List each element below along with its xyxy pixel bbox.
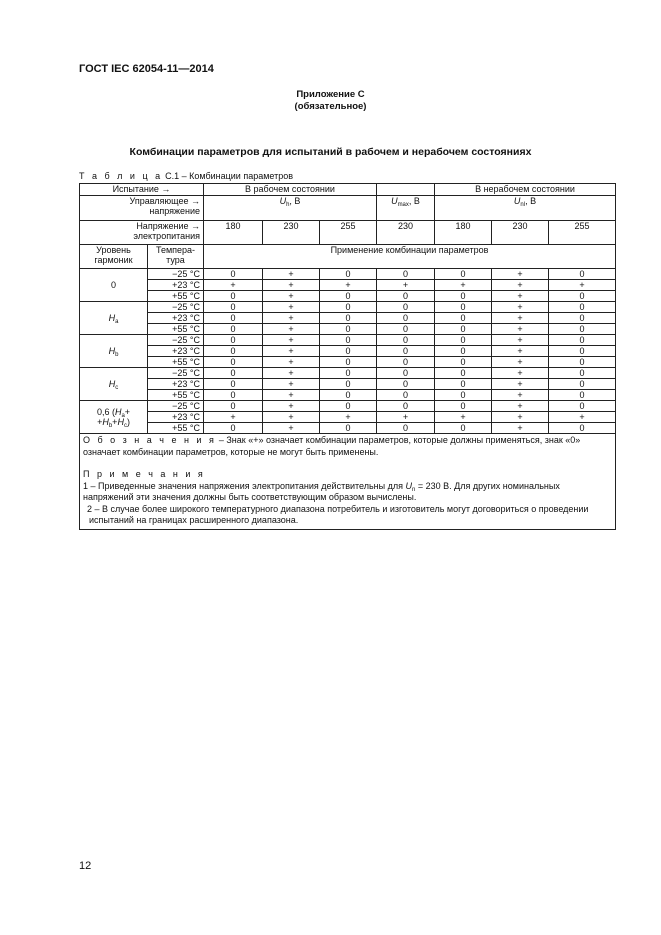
temperature-cell: +23 °C	[148, 412, 204, 423]
combination-cell: 0	[549, 379, 616, 390]
combination-cell: 0	[549, 324, 616, 335]
document-header: ГОСТ IEC 62054-11—2014	[79, 63, 214, 75]
table-row	[80, 412, 616, 423]
combination-cell: 0	[435, 401, 492, 412]
combination-cell: 0	[435, 357, 492, 368]
working-empty-header	[377, 184, 435, 196]
table-row	[80, 280, 616, 291]
table-row	[80, 324, 616, 335]
combination-cell: 0	[435, 390, 492, 401]
combination-cell: 0	[435, 379, 492, 390]
combination-cell: 0	[549, 401, 616, 412]
temperature-cell: +55 °C	[148, 390, 204, 401]
combination-cell: +	[263, 368, 320, 379]
combination-cell: 0	[435, 423, 492, 434]
combination-cell: 0	[549, 423, 616, 434]
combination-cell: +	[492, 291, 549, 302]
combination-cell: +	[492, 280, 549, 291]
combination-cell: 0	[435, 291, 492, 302]
combination-cell: +	[263, 357, 320, 368]
temperature-cell: +23 °C	[148, 346, 204, 357]
combination-cell: +	[263, 324, 320, 335]
combination-cell: +	[492, 335, 549, 346]
combination-cell: 0	[320, 291, 377, 302]
combination-cell: 0	[377, 324, 435, 335]
combination-cell: +	[263, 302, 320, 313]
combination-cell: 0	[204, 401, 263, 412]
harmonic-level-cell: 0,6 ($H_a+$ $+H_b+H_c$)	[80, 401, 148, 434]
combination-cell: +	[263, 335, 320, 346]
supply-voltage-value: 230	[492, 221, 549, 245]
combination-cell: +	[435, 280, 492, 291]
combination-cell: +	[263, 390, 320, 401]
combination-cell: 0	[435, 368, 492, 379]
combination-cell: +	[263, 291, 320, 302]
supply-voltage-value: 255	[549, 221, 616, 245]
combination-cell: 0	[204, 390, 263, 401]
combination-cell: 0	[320, 423, 377, 434]
combination-cell: 0	[435, 335, 492, 346]
temperature-cell: +55 °C	[148, 291, 204, 302]
combination-cell: +	[435, 412, 492, 423]
combination-cell: 0	[204, 346, 263, 357]
table-row	[80, 291, 616, 302]
combination-cell: 0	[204, 423, 263, 434]
combination-cell: 0	[549, 368, 616, 379]
combination-cell: +	[263, 379, 320, 390]
caption-text: С.1 – Комбинации параметров	[162, 171, 294, 181]
combination-cell: +	[492, 368, 549, 379]
combination-cell: +	[263, 346, 320, 357]
combination-cell: 0	[549, 313, 616, 324]
table-row	[80, 379, 616, 390]
combination-cell: 0	[204, 335, 263, 346]
combination-cell: +	[492, 357, 549, 368]
table-row	[80, 368, 616, 379]
combination-cell: +	[492, 324, 549, 335]
combination-cell: +	[320, 412, 377, 423]
appendix-heading	[0, 89, 661, 113]
table-notes	[80, 434, 616, 530]
uh-header: $U_h$, B	[204, 196, 377, 221]
temperature-cell: +23 °C	[148, 280, 204, 291]
table-row	[80, 390, 616, 401]
combination-cell: 0	[204, 313, 263, 324]
combination-cell: +	[492, 423, 549, 434]
test-header-cell: Испытание →	[80, 184, 204, 196]
combination-cell: 0	[377, 390, 435, 401]
combination-cell: +	[492, 390, 549, 401]
supply-voltage-label: Напряжение → электропитания	[80, 221, 204, 245]
harmonic-level-cell: 0	[80, 269, 148, 302]
appendix-subtitle: (обязательное)	[294, 101, 367, 112]
harmonic-level-cell: $H_a$	[80, 302, 148, 335]
combination-cell: +	[492, 313, 549, 324]
combination-cell: 0	[435, 346, 492, 357]
combination-cell: 0	[320, 313, 377, 324]
table-row	[80, 346, 616, 357]
combination-cell: 0	[377, 379, 435, 390]
table-row	[80, 401, 616, 412]
supply-voltage-value: 230	[377, 221, 435, 245]
unl-header: $U_{nl}$, B	[435, 196, 616, 221]
combination-cell: 0	[377, 302, 435, 313]
combination-cell: 0	[377, 313, 435, 324]
combination-cell: 0	[435, 269, 492, 280]
temperature-cell: +23 °C	[148, 379, 204, 390]
combination-cell: 0	[435, 302, 492, 313]
combination-cell: 0	[320, 401, 377, 412]
combination-cell: 0	[320, 346, 377, 357]
combination-cell: +	[263, 423, 320, 434]
combination-cell: 0	[377, 291, 435, 302]
combination-cell: 0	[320, 357, 377, 368]
combination-cell: +	[320, 280, 377, 291]
combination-cell: +	[492, 346, 549, 357]
harmonic-level-cell: $H_b$	[80, 335, 148, 368]
temperature-cell: +55 °C	[148, 324, 204, 335]
combination-cell: 0	[204, 324, 263, 335]
table-row	[80, 269, 616, 280]
combination-cell: 0	[549, 269, 616, 280]
temperature-cell: +23 °C	[148, 313, 204, 324]
umax-header: $U_{max}$, B	[377, 196, 435, 221]
appendix-title: Приложение С	[296, 89, 365, 100]
combination-cell: +	[492, 379, 549, 390]
combination-cell: 0	[320, 335, 377, 346]
combination-cell: 0	[435, 313, 492, 324]
temperature-cell: −25 °C	[148, 368, 204, 379]
combination-cell: 0	[549, 357, 616, 368]
supply-voltage-value: 255	[320, 221, 377, 245]
combination-cell: 0	[320, 302, 377, 313]
combination-cell: +	[263, 269, 320, 280]
combination-cell: 0	[320, 324, 377, 335]
legend-text: О б о з н а ч е н и я – Знак «+» означает комбинации параметров, которые должны применяться, знак «0» означает комбинации параметров, которые не могут быть применены.	[83, 435, 581, 457]
combination-cell: 0	[204, 291, 263, 302]
combination-cell: 0	[204, 368, 263, 379]
temperature-cell: −25 °C	[148, 401, 204, 412]
harmonic-level-header: Уровень гармоник	[80, 245, 148, 269]
combination-cell: +	[263, 412, 320, 423]
notes-heading: П р и м е ч а н и я	[83, 469, 206, 479]
combination-cell: +	[263, 313, 320, 324]
combination-cell: 0	[377, 335, 435, 346]
combination-cell: 0	[549, 302, 616, 313]
table-row	[80, 313, 616, 324]
combination-cell: +	[492, 269, 549, 280]
combination-cell: 0	[549, 291, 616, 302]
combination-cell: 0	[549, 390, 616, 401]
caption-prefix: Т а б л и ц а	[79, 171, 163, 181]
combination-cell: 0	[377, 401, 435, 412]
temperature-cell: −25 °C	[148, 302, 204, 313]
combination-cell: 0	[377, 423, 435, 434]
combination-cell: +	[549, 412, 616, 423]
table-row	[80, 335, 616, 346]
table-caption	[79, 171, 293, 181]
combination-cell: 0	[204, 302, 263, 313]
note-1: 1 – Приведенные значения напряжения электропитания действительны для $U_n = 230$ В. Для других номинальных напряжений эти значения должны быть соответствующим образом вычислены.	[83, 480, 560, 502]
combination-cell: 0	[377, 357, 435, 368]
table-row	[80, 357, 616, 368]
combination-cell: 0	[377, 346, 435, 357]
supply-voltage-value: 180	[435, 221, 492, 245]
combination-cell: 0	[204, 357, 263, 368]
temperature-cell: −25 °C	[148, 269, 204, 280]
section-title: Комбинации параметров для испытаний в рабочем и нерабочем состояниях	[129, 146, 532, 158]
page-number: 12	[79, 860, 92, 872]
combination-cell: 0	[320, 379, 377, 390]
harmonic-level-cell: $H_c$	[80, 368, 148, 401]
parameters-table	[79, 183, 616, 530]
table-row	[80, 302, 616, 313]
combination-cell: 0	[320, 269, 377, 280]
application-header: Применение комбинации параметров	[204, 245, 616, 269]
combination-cell: +	[263, 401, 320, 412]
combination-cell: 0	[377, 368, 435, 379]
temperature-header: Темпера- тура	[148, 245, 204, 269]
combination-cell: +	[492, 302, 549, 313]
note-2: 2 – В случае более широкого температурного диапазона потребитель и изготовитель могут договориться о проведении испытаний на границах расширенного диапазона.	[87, 503, 589, 525]
combination-cell: 0	[204, 379, 263, 390]
combination-cell: 0	[435, 324, 492, 335]
temperature-cell: −25 °C	[148, 335, 204, 346]
combination-cell: 0	[320, 368, 377, 379]
control-voltage-label: Управляющее → напряжение	[80, 196, 204, 221]
combination-cell: 0	[549, 335, 616, 346]
temperature-cell: +55 °C	[148, 357, 204, 368]
combination-cell: +	[377, 280, 435, 291]
working-state-header: В рабочем состоянии	[204, 184, 377, 196]
combination-cell: 0	[549, 346, 616, 357]
combination-cell: 0	[377, 269, 435, 280]
combination-cell: 0	[320, 390, 377, 401]
table-row	[80, 423, 616, 434]
combination-cell: +	[492, 401, 549, 412]
combination-cell: +	[492, 412, 549, 423]
supply-voltage-value: 230	[263, 221, 320, 245]
nonworking-state-header: В нерабочем состоянии	[435, 184, 616, 196]
combination-cell: +	[549, 280, 616, 291]
temperature-cell: +55 °C	[148, 423, 204, 434]
combination-cell: +	[204, 280, 263, 291]
combination-cell: +	[263, 280, 320, 291]
combination-cell: +	[377, 412, 435, 423]
supply-voltage-value: 180	[204, 221, 263, 245]
combination-cell: 0	[204, 269, 263, 280]
combination-cell: +	[204, 412, 263, 423]
